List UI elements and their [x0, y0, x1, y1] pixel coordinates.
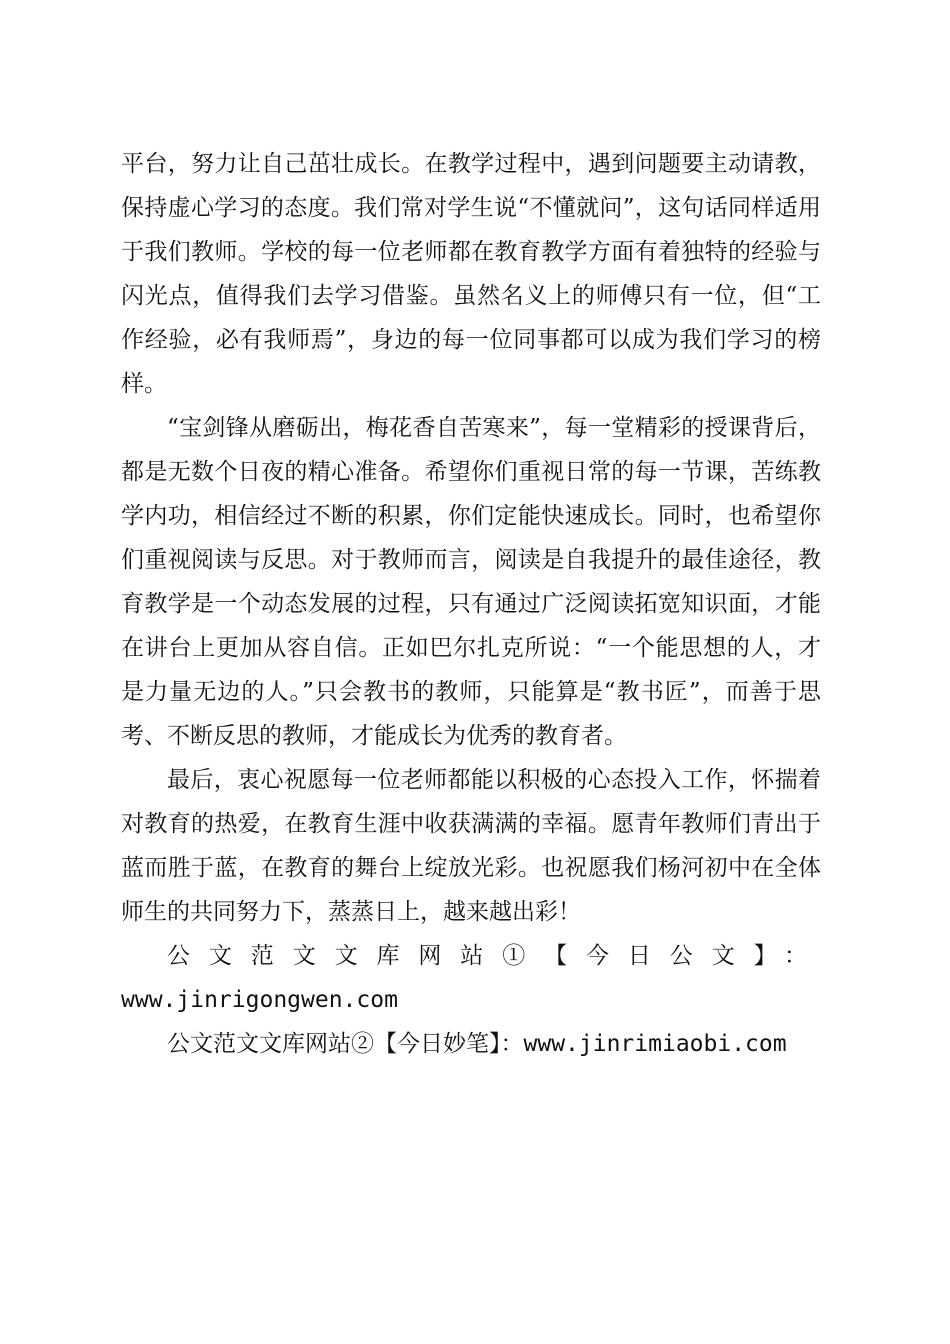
- footer-link-1: [121, 934, 821, 1022]
- footer-link-1-url[interactable]: www.jinrigongwen.com: [121, 987, 398, 1013]
- footer-link-2-url[interactable]: www.jinrimiaobi.com: [523, 1031, 787, 1057]
- document-body: [121, 142, 821, 1066]
- footer-link-1-label: 公文范文文库网站①【今日公文】：: [167, 943, 821, 969]
- footer-link-2: [121, 1022, 821, 1066]
- body-paragraph-2: “宝剑锋从磨砺出，梅花香自苦寒来”，每一堂精彩的授课背后，都是无数个日夜的精心准备。希望你们重视日常的每一节课，苦练教学内功，相信经过不断的积累，你们定能快速成长。同时，也希望你们重视阅读与反思。对于教师而言，阅读是自我提升的最佳途径，教育教学是一个动态发展的过程，只有通过广泛阅读拓宽知识面，才能在讲台上更加从容自信。正如巴尔扎克所说：“一个能思想的人，才是力量无边的人。”只会教书的教师，只能算是“教书匠”，而善于思考、不断反思的教师，才能成长为优秀的教育者。: [121, 415, 821, 749]
- footer-link-2-label: 公文范文文库网站②【今日妙笔】：: [167, 1031, 524, 1057]
- body-paragraph-3: 最后，衷心祝愿每一位老师都能以积极的心态投入工作，怀揣着对教育的热爱，在教育生涯中收获满满的幸福。愿青年教师们青出于蓝而胜于蓝，在教育的舞台上绽放光彩。也祝愿我们杨河初中在全体师生的共同努力下，蒸蒸日上，越来越出彩！: [121, 767, 821, 925]
- body-paragraph-1: 平台，努力让自己茁壮成长。在教学过程中，遇到问题要主动请教，保持虚心学习的态度。我们常对学生说“不懂就问”，这句话同样适用于我们教师。学校的每一位老师都在教育教学方面有着独特的经验与闪光点，值得我们去学习借鉴。虽然名义上的师傅只有一位，但“工作经验，必有我师焉”，身边的每一位同事都可以成为我们学习的榜样。: [121, 151, 821, 397]
